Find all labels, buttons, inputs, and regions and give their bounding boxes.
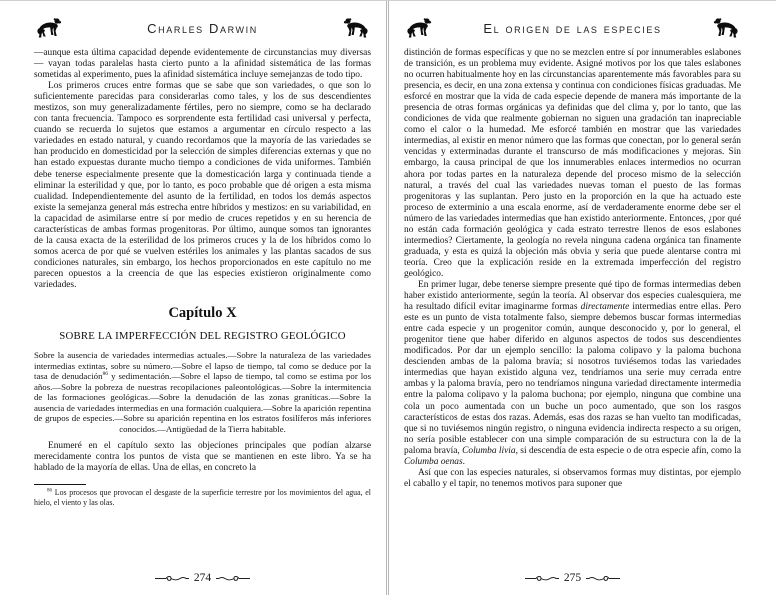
page-number-right [404, 572, 741, 584]
chapter-subtitle: SOBRE LA IMPERFECCIÓN DEL REGISTRO GEOLÓGICO [59, 330, 346, 343]
running-header-left [34, 13, 371, 43]
monkey-icon [341, 17, 371, 39]
page-number-left [34, 572, 371, 584]
paragraph: distinción de formas específicas y que no se mezclen entre sí por innumerables eslabones de transición, es un problema muy evidente. Asigné motivos por los que tales eslabones no ocurren habitualmente hoy en las circunstancias aparentemente más favorables para su presencia, es decir, en una zona extensa y continua con condiciones físicas graduadas. Me esforcé en mostrar que la vida de cada especie depende de manera más importante de la presencia de otras formas orgánicas ya definidas que del clima y, por lo tanto, que las condiciones de vida que realmente gobiernan no siguen una gradación tan inapreciable como el calor o la humedad. Me esforcé también en mostrar que las variedades intermedias, al existir en menor número que las formas que conectan, por lo general serán vencidas y exterminadas durante el transcurso de más modificaciones y mejoras. Sin embargo, la causa principal de que los innumerables enlaces intermedios no ocurran ahora por todas partes en la naturaleza depende del proceso mismo de la selección natural, a través del cual las variedades nuevas toman el puesto de las formas progenitoras y las suplantan. Pero justo en la proporción en la que ha actuado este proceso de exterminio a una escala enorme, así de verdaderamente enorme debe ser el número de las variedades intermedias que han existido anteriormente. Entonces, ¿por qué no están cada formación geológica y cada estrato terrestre llenos de esos eslabones intermedios? Ciertamente, la geología no revela ninguna cadena orgánica tan finamente graduada, y esta es quizá la objeción más obvia y seria que puede alentarse contra mi teoría. Creo que la explicación reside en la extremada imperfección del registro geológico. [404, 48, 741, 279]
footnote [34, 484, 371, 507]
page-number: 275 [563, 572, 582, 584]
paragraph: Así que con las especies naturales, si observamos formas muy distintas, por ejemplo el caballo y el tapir, no tenemos motivos para suponer que [404, 467, 741, 489]
paragraph: Los primeros cruces entre formas que se sabe que son variedades, o que son lo suficientemente parecidas para considerarlas como tales, y los de sus descendientes mestizos, son muy generalizadamente fértiles, pero no siempre, como se ha declarado con tanta frecuencia. Tampoco es sorprendente esta fertilidad casi universal y perfecta, cuando se recuerda lo sujetos que estamos a argumentar en círculo respecto a las variedades en estado natural, y cuando recordamos que la mayoría de las variedades se han producido en domesticidad por la selección de simples diferencias externas y que no han estado expuestas durante mucho tiempo a condiciones de vida uniformes. También debe tenerse especialmente presente que la domesticación larga y continuada tiende a eliminar la esterilidad y que, por lo tanto, es poco probable que dé origen a esta misma cualidad. Independientemente del asunto de la fertilidad, en todos los demás aspectos existe la semejanza general más estrecha entre híbridos y mestizos: en su variabilidad, en la capacidad de asimilarse entre sí por medio de cruces repetidos y en su herencia de características de ambas formas progenitoras. Por último, aunque somos tan ignorantes de la causa exacta de la esterilidad de los primeros cruces y la de los híbridos como lo somos acerca de por qué se vuelven estériles los animales y las plantas sacados de sus condiciones naturales, sin embargo, los hechos proporcionados en este capítulo no me parecen opuestos a la creencia de que las especies existieron originalmente como variedades. [34, 81, 371, 290]
chapter-title: Capítulo X [168, 305, 237, 322]
monkey-icon [34, 17, 64, 39]
page-right [388, 1, 775, 595]
paragraph: Enumeré en el capítulo sexto las objeciones principales que podían alzarse merecidamente contra los puntos de vista que se mantienen en este libro. Ya se ha hablado de la mayoría de ellas. Una de ellas, en concreto la [34, 441, 371, 474]
flourish-icon [216, 574, 250, 583]
page-header-title: El origen de las especies [483, 20, 662, 36]
footnote-marker: 86 [47, 487, 53, 494]
running-header-right [404, 13, 741, 43]
page-left [0, 1, 387, 595]
monkey-icon [711, 17, 741, 39]
page-header-title: Charles Darwin [147, 20, 258, 36]
monkey-icon [404, 17, 434, 39]
flourish-icon [155, 574, 189, 583]
footnote-text: $^{86}$ Los procesos que provocan el desgaste de la superficie terrestre por los movimientos del agua, el hielo, el viento y las olas. [34, 487, 371, 507]
paragraph: —aunque esta última capacidad depende evidentemente de circunstancias muy diversas— vayan todas paralelas hasta cierto punto a la afinidad sistemática de las formas sometidas al experimento, pues la afinidad sistemática incluye semejanzas de todo tipo. [34, 48, 371, 81]
flourish-icon [586, 574, 620, 583]
page-number: 274 [193, 572, 212, 584]
flourish-icon [525, 574, 559, 583]
chapter-summary: Sobre la ausencia de variedades intermedias actuales.—Sobre la naturaleza de las variedades intermedias extintas, sobre su número.—Sobre el lapso de tiempo, tal como se deduce por la tasa de denudación$^{86}$ y sedimentación.—Sobre el lapso de tiempo, tal como se estima por los años.—Sobre la pobreza de nuestras recopilaciones paleontológicas.—Sobre la intermitencia de las formaciones geológicas.—Sobre la denudación de las zonas graníticas.—Sobre la ausencia de variedades intermedias en una formación cualquiera.—Sobre la aparición repentina de grupos de especies.—Sobre su aparición repentina en los estratos fosilíferos más inferiores conocidos.—Antigüedad de la Tierra habitable. [34, 350, 371, 434]
paragraph: En primer lugar, debe tenerse siempre presente qué tipo de formas intermedias deben haber existido anteriormente, según la teoría. Al observar dos especies cualesquiera, me ha resultado difícil evitar imaginarme formas directamente intermedias entre ellas. Pero este es un punto de vista totalmente falso, siempre debemos buscar formas intermedias entre cada especie y un progenitor común, aunque desconocido y, por lo general, el progenitor tiene que haber diferido en algunos aspectos de todos sus descendientes modificados. Por dar un ejemplo sencillo: la paloma colipavo y la paloma buchona descienden ambas de la paloma bravía; si nosotros tuviésemos todas las variedades intermedias que hayan existido alguna vez, tendríamos una serie muy cerrada entre ambas y la paloma bravía, pero no tendríamos ninguna variedad directamente intermedia entre la paloma colipavo y la paloma buchona; por ejemplo, ninguna que combine una cola un poco aumentada con un buche un poco aumentado, que son los rasgos característicos de estas dos razas. Además, esas dos razas se han vuelto tan modificadas, que si no tuviésemos ningún registro, o ninguna evidencia indirecta respecto a su origen, no sería posible establecer con una simple comparación de su estructura con la de la paloma bravía, Columba livia, si descendía de esta especie o de otra especie afín, como la Columba oenas. [404, 279, 742, 467]
footnote-rule [34, 484, 86, 485]
